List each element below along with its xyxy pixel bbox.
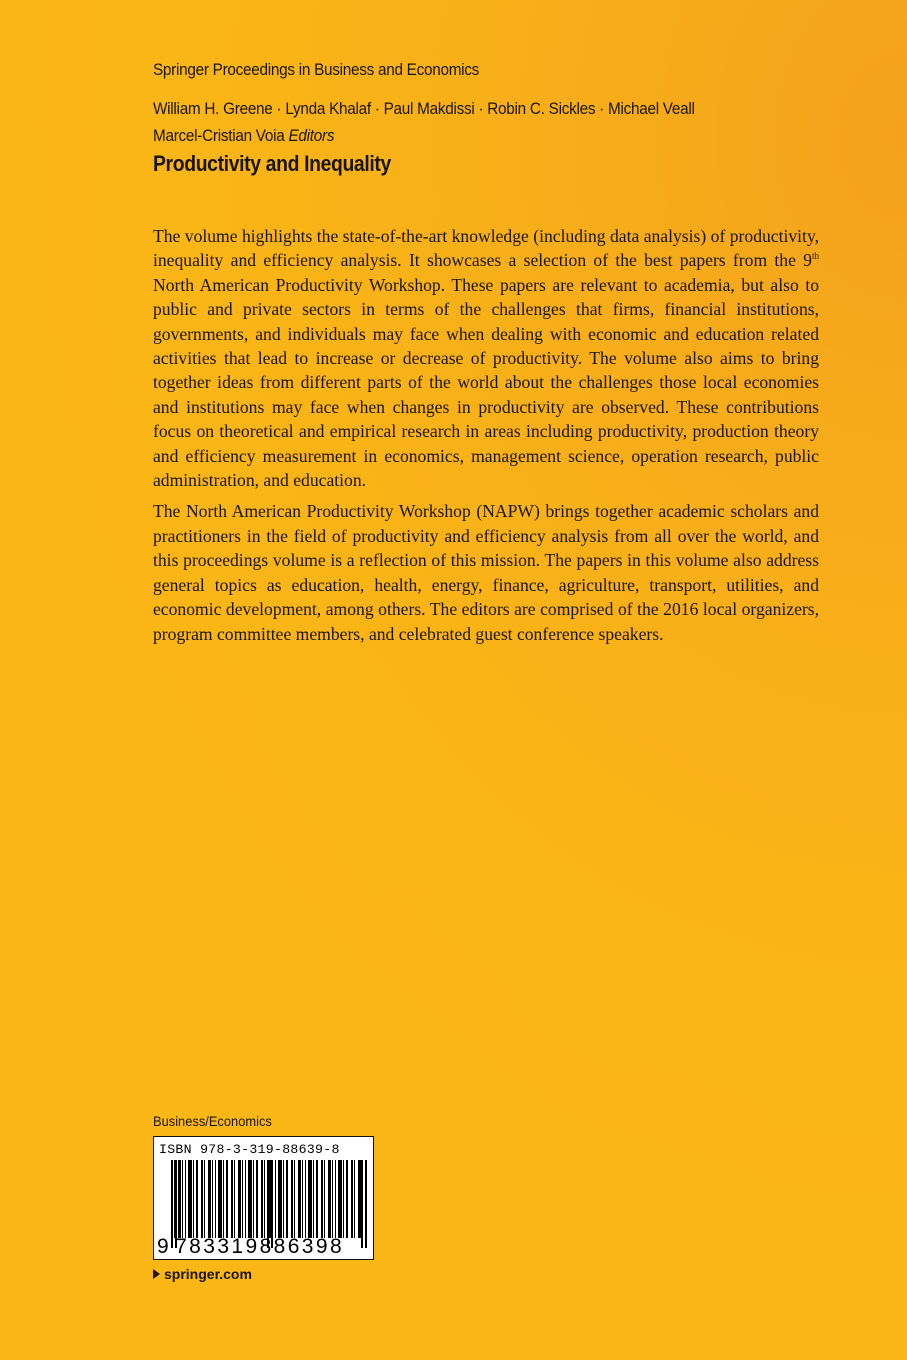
barcode [153,1136,374,1260]
blurb-paragraph-2: The North American Productivity Workshop (NAPW) brings together academic scholars and practitioners in the field of productivity and efficiency analysis from all over the world, and this proceedings volume is a reflection of this mission. The papers in this volume also address general topics as education, health, energy, finance, agriculture, transport, utilities, and economic development, among others. The editors are comprised of the 2016 local organizers, program committee members, and celebrated guest conference speakers. [153,501,819,644]
barcode-bars [171,1160,367,1238]
series-title: Springer Proceedings in Business and Economics [153,60,480,79]
editors [153,95,729,149]
book-title: Productivity and Inequality [153,151,391,176]
editor-name: Marcel-Cristian Voia [153,126,285,145]
category-label: Business/Economics [153,1113,272,1129]
arrow-right-icon [153,1269,160,1279]
barcode-guard-right [361,1160,363,1248]
blurb-text: The volume highlights the state-of-the-art knowledge (including data analysis) of productivity, inequality and efficiency analysis. It showcases a selection of the best papers from the 9 [153,226,819,271]
springer-link[interactable] [153,1266,252,1282]
barcode-lead-digit: 9 [157,1235,172,1258]
barcode-number: 783319886398 [175,1235,345,1258]
editors-names: William H. Greene · Lynda Khalaf · Paul Makdissi · Robin C. Sickles · Michael Veall [153,99,695,118]
blurb-paragraph-1 [153,224,819,492]
isbn-text: ISBN 978-3-319-88639-8 [159,1142,340,1157]
blurb-text: North American Productivity Workshop. These papers are relevant to academia, but also to public and private sectors in terms of the challenges that firms, financial institutions, governments, and individuals may face when dealing with economic and education related activities that lead to increase or decrease of productivity. The volume also aims to bring together ideas from different parts of the world about the challenges those local economies and institutions may face when changes in productivity are observed. These contributions focus on theoretical and empirical research in areas including productivity, production theory and efficiency measurement in economics, management science, operation research, public administration, and education. [153,274,819,491]
barcode-digits [157,1235,344,1259]
editors-label: Editors [288,126,335,145]
barcode-guard-right-2 [365,1160,367,1248]
editors-names-continued [153,122,729,149]
blurb [153,224,819,653]
springer-link-label: springer.com [164,1266,252,1282]
superscript: th [811,251,819,262]
